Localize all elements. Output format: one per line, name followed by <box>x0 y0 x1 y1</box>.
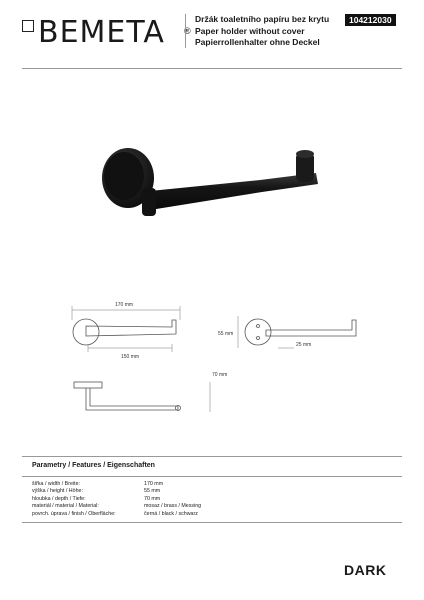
spec-row <box>32 503 272 510</box>
top-view <box>74 382 210 412</box>
product-titles <box>195 14 345 49</box>
brand-logo <box>16 14 191 50</box>
spec-row <box>32 496 272 503</box>
registered-mark: ® <box>184 26 191 36</box>
header-rule <box>22 68 402 69</box>
spec-label: povrch. úprava / finish / Oberfläche: <box>32 510 116 517</box>
technical-drawings <box>60 290 380 420</box>
dim-inner-width: 150 mm <box>120 354 140 360</box>
title-cz: Držák toaletního papíru bez krytu <box>195 14 330 24</box>
holder-bar <box>140 173 318 210</box>
spec-value: mosaz / brass / Messing <box>144 503 202 510</box>
title-de: Papierrollenhalter ohne Deckel <box>195 37 320 47</box>
spec-value: 170 mm <box>144 481 164 487</box>
spec-row <box>32 488 272 495</box>
front-view <box>72 306 180 352</box>
logo-square-icon <box>22 20 34 32</box>
spec-label: materiál / material / Material: <box>32 503 99 510</box>
header-divider <box>185 14 186 48</box>
specs-table <box>32 481 272 518</box>
holder-end-cap <box>296 150 314 182</box>
product-photo <box>90 140 330 240</box>
title-en: Paper holder without cover <box>195 25 305 36</box>
spec-row <box>32 481 272 488</box>
spec-value: 70 mm <box>144 495 161 502</box>
dim-small-width: 25 mm <box>296 342 312 348</box>
specs-top-rule <box>22 456 402 457</box>
dim-height: 55 mm <box>218 331 234 337</box>
product-code: 104212030 <box>345 14 396 26</box>
spec-label: hloubka / depth / Tiefe: <box>32 495 86 502</box>
specs-heading-rule <box>22 476 402 477</box>
brand-name: BEMETA <box>38 15 165 50</box>
spec-label: výška / height / Höhe: <box>32 488 83 495</box>
specs-bottom-rule <box>22 522 402 523</box>
spec-label: šířka / width / Breite: <box>32 481 80 487</box>
dim-depth: 70 mm <box>212 372 228 378</box>
finish-label: DARK <box>344 562 387 578</box>
specs-heading: Parametry / Features / Eigenschaften <box>32 462 155 469</box>
dim-width: 170 mm <box>114 302 134 308</box>
spec-row <box>32 511 272 518</box>
spec-value: černá / black / schwarz <box>144 510 198 517</box>
holder-stem <box>142 188 156 216</box>
spec-value: 55 mm <box>144 488 161 495</box>
